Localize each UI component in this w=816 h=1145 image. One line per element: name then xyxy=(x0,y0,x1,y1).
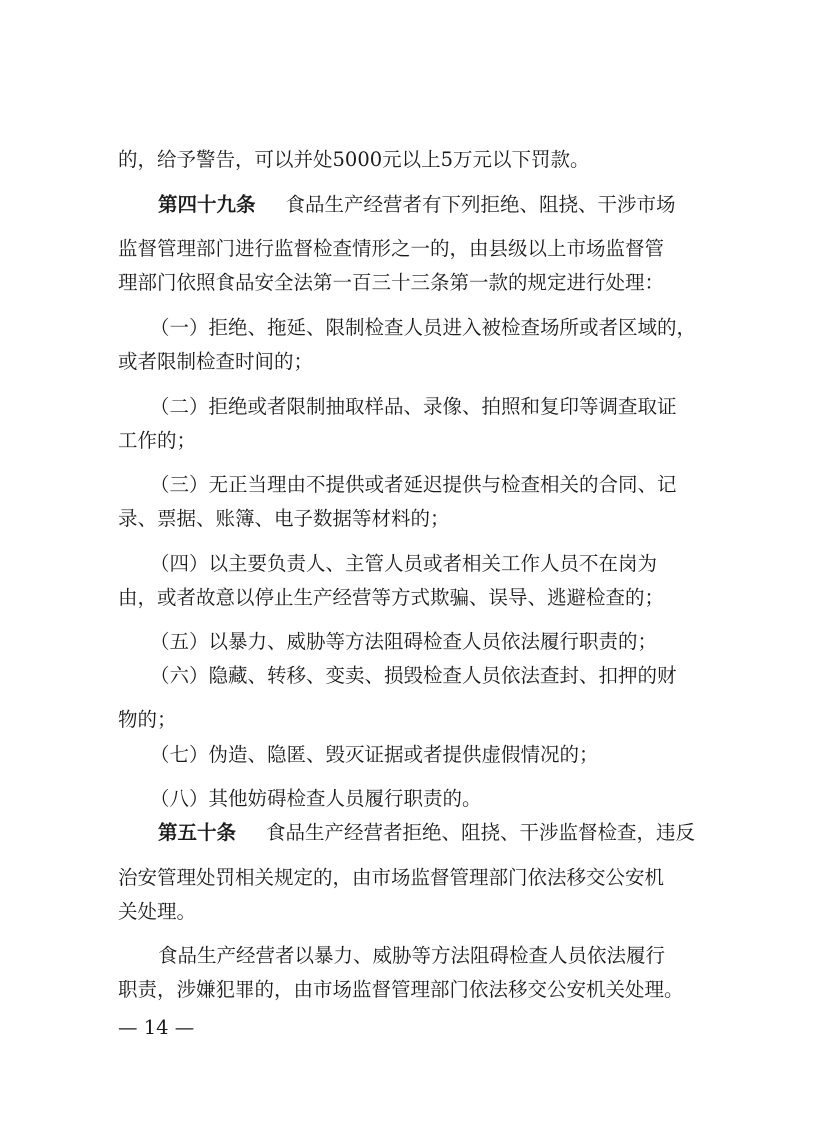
article-50-first-line xyxy=(158,821,695,845)
paragraph-line: 监督管理部门进行监督检查情形之一的，由县级以上市场监督管 xyxy=(118,237,665,260)
paragraph-line: （一）拒绝、拖延、限制检查人员进入被检查场所或者区域的， xyxy=(150,316,697,339)
paragraph-line: 物的； xyxy=(118,708,177,731)
paragraph-line: 理部门依照食品安全法第一百三十三条第一款的规定进行处理： xyxy=(118,271,665,294)
paragraph-line: （六）隐藏、转移、变卖、损毁检查人员依法查封、扣押的财 xyxy=(150,664,677,687)
paragraph-line: （四）以主要负责人、主管人员或者相关工作人员不在岗为 xyxy=(150,552,658,575)
paragraph-line: 食品生产经营者以暴力、威胁等方法阻碍检查人员依法履行 xyxy=(158,944,666,967)
paragraph-line: 或者限制检查时间的； xyxy=(118,350,314,373)
paragraph-line: 食品生产经营者拒绝、阻挠、干涉监督检查，违反 xyxy=(266,821,696,844)
article-49-first-line xyxy=(158,193,698,217)
paragraph-line: 工作的； xyxy=(118,429,197,452)
paragraph-line: 录、票据、账簿、电子数据等材料的； xyxy=(118,507,450,530)
paragraph-line: 的，给予警告，可以并处5000元以上5万元以下罚款。 xyxy=(118,148,590,171)
paragraph-line: 食品生产经营者有下列拒绝、阻挠、干涉市场 xyxy=(285,193,676,216)
paragraph-line: （七）伪造、隐匿、毁灭证据或者提供虚假情况的； xyxy=(150,743,599,766)
paragraph-line: 职责，涉嫌犯罪的，由市场监督管理部门依法移交公安机关处理。 xyxy=(118,978,684,1001)
article-50-label: 第五十条 xyxy=(158,821,237,844)
paragraph-line: 治安管理处罚相关规定的，由市场监督管理部门依法移交公安机 xyxy=(118,866,665,889)
paragraph-line: 关处理。 xyxy=(118,900,197,923)
paragraph-line: 由，或者故意以停止生产经营等方式欺骗、误导、逃避检查的； xyxy=(118,586,665,609)
paragraph-line: （八）其他妨碍检查人员履行职责的。 xyxy=(150,787,482,810)
paragraph-line: （五）以暴力、威胁等方法阻碍检查人员依法履行职责的； xyxy=(150,630,658,653)
paragraph-line: （三）无正当理由不提供或者延迟提供与检查相关的合同、记 xyxy=(150,473,677,496)
article-49-label: 第四十九条 xyxy=(158,193,256,216)
page-number: — 14 — xyxy=(118,1016,195,1039)
paragraph-line: （二）拒绝或者限制抽取样品、录像、拍照和复印等调查取证 xyxy=(150,395,677,418)
